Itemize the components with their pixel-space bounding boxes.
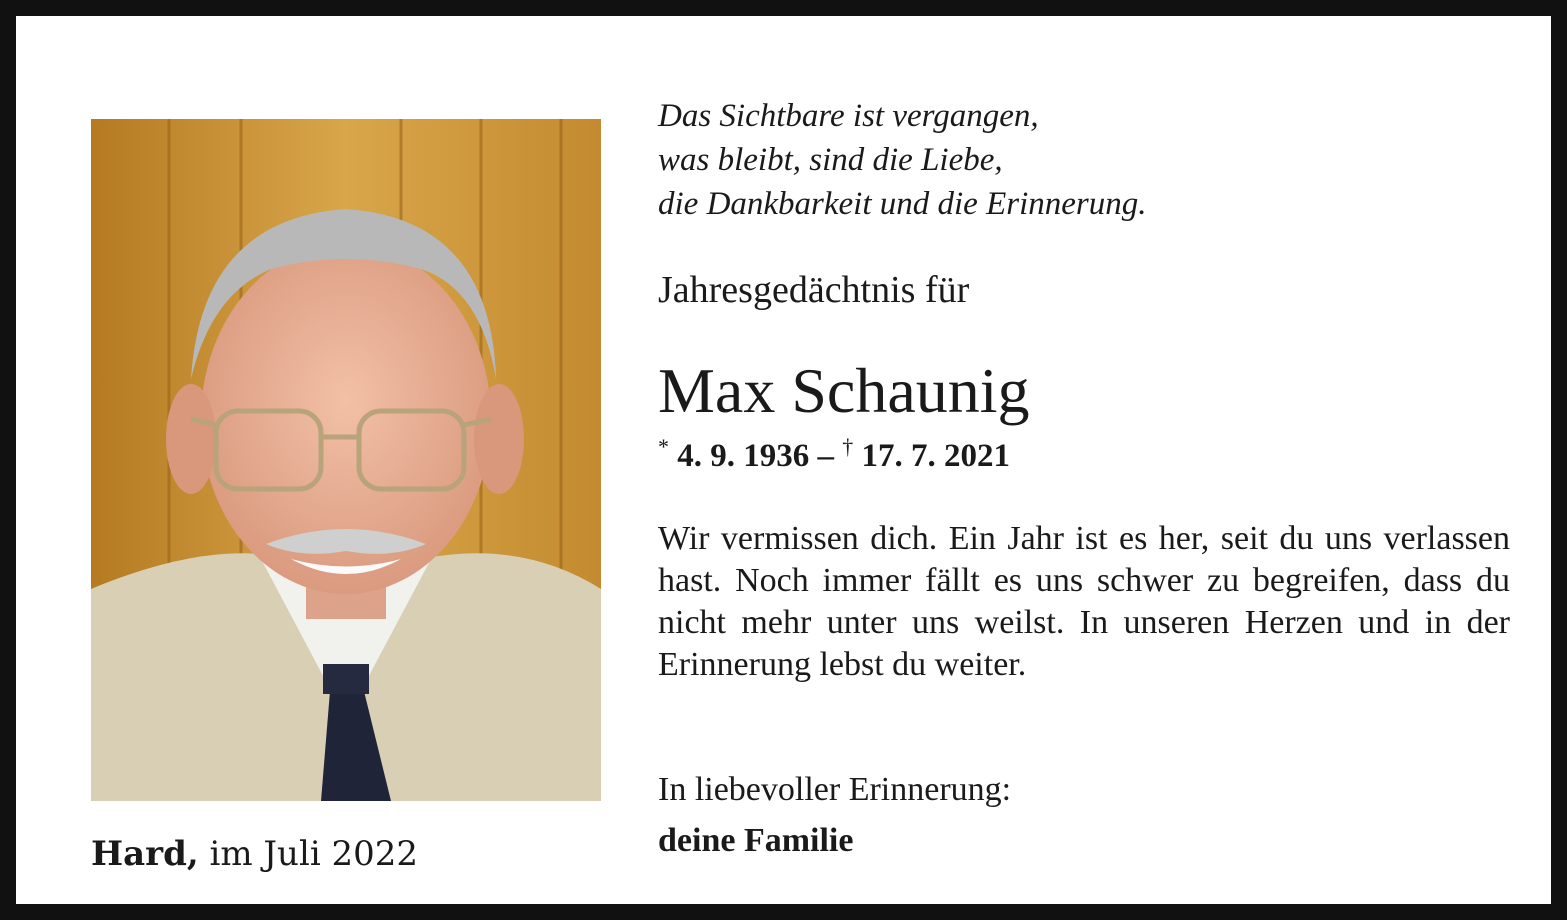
quote-line: Das Sichtbare ist vergangen,	[658, 98, 1039, 134]
closing-phrase: In liebevoller Erinnerung:	[658, 771, 1012, 808]
date-line: im Juli 2022	[209, 834, 419, 874]
memorial-message: Wir vermissen dich. Ein Jahr ist es her, seit du uns verlassen hast. Noch immer fällt es uns schwer zu begreifen, dass du nicht mehr unter uns weilst. In unseren Herzen und in der Erinnerung lebst du weiter.	[658, 520, 1510, 683]
death-symbol: †	[842, 434, 854, 459]
family-signature: deine Familie	[658, 822, 854, 859]
quote-line: die Dankbarkeit und die Erinnerung.	[658, 186, 1147, 222]
deceased-name: Max Schaunig	[658, 355, 1030, 426]
birth-date: 4. 9. 1936	[677, 438, 810, 474]
portrait-photo	[91, 119, 601, 801]
birth-symbol: *	[658, 434, 669, 459]
date-dash: –	[817, 438, 834, 474]
memorial-quote	[658, 94, 1147, 226]
place-and-date	[91, 834, 418, 874]
death-date: 17. 7. 2021	[861, 438, 1010, 474]
memorial-intro: Jahresgedächtnis für	[658, 269, 970, 311]
life-dates	[658, 434, 1010, 475]
place-name: Hard,	[91, 834, 199, 874]
quote-line: was bleibt, sind die Liebe,	[658, 142, 1003, 178]
